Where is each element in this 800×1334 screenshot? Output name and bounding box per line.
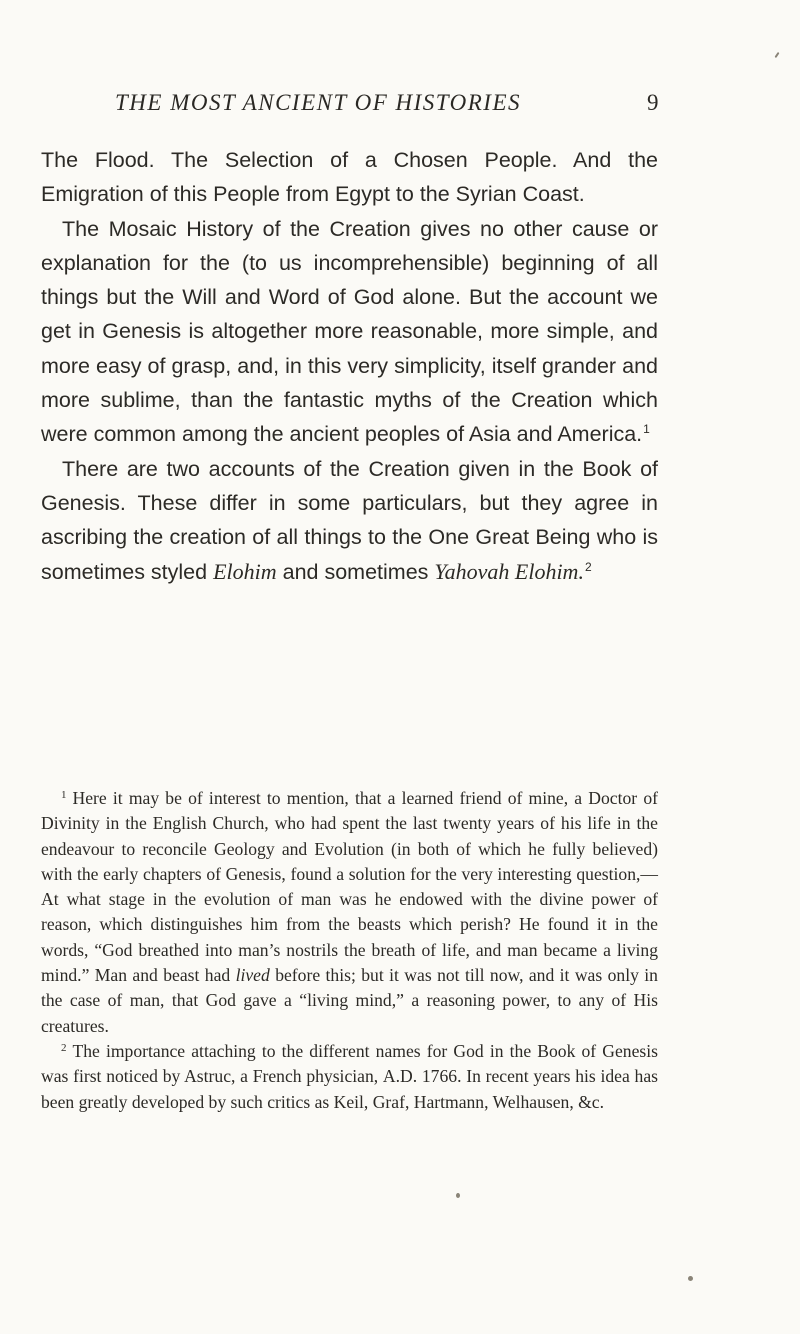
paragraph-two-accounts (41, 452, 658, 589)
paragraph-mosaic-history (41, 212, 658, 452)
paragraph-mosaic-history-text: The Mosaic History of the Creation gives no other cause or explanation for the (to us incomprehensible) beginning of all things but the Will and Word of God alone. But the account we get in Genesis is altogether more reasonable, more simple, and more easy of grasp, and, in this very simplicity, itself grander and more sublime, than the fantastic myths of the Creation which were common among the ancient peoples of Asia and America. (41, 216, 658, 447)
paragraph-flood-text: The Flood. The Selection of a Chosen People. And the Emigration of this People from Egypt to the Syrian Coast. (41, 148, 658, 207)
footnote-1-emphasis: lived (235, 965, 270, 986)
paragraph-two-accounts-conj: and sometimes (282, 559, 429, 584)
running-head-title: THE MOST ANCIENT OF HISTORIES (115, 90, 522, 115)
print-fleck (456, 1193, 460, 1198)
footnote-1-mark: 1 (61, 789, 67, 801)
footnote-2-era: A.D. (382, 1066, 418, 1087)
footnote-1 (41, 786, 658, 1039)
footnote-ref-1: 1 (643, 422, 650, 437)
footnote-2-text-a: The importance attaching to the different names for God in the Book of Genesis was first noticed by Astruc, a French physician, (41, 1040, 658, 1087)
footnote-2-mark: 2 (61, 1041, 67, 1054)
name-elohim: Elohim (213, 558, 277, 584)
print-fleck (774, 52, 779, 58)
footnote-2 (41, 1039, 658, 1115)
paragraph-two-accounts-text: There are two accounts of the Creation given in the Book of Genesis. These differ in some particulars, but they agree in ascribing the creation of all things to the One Great Being who is sometimes styled (41, 456, 658, 584)
footnote-1-text-b: before this; but it was not till now, and it was only in the case of man, that God gave a “living mind,” a reasoning power, to any of His creatures. (41, 965, 658, 1036)
main-text (41, 143, 658, 589)
running-head (115, 90, 660, 122)
footnote-ref-2: 2 (584, 559, 592, 574)
name-yahovah-elohim: Yahovah Elohim. (434, 558, 584, 584)
footnotes (41, 786, 658, 1115)
footnote-2-text-b: 1766. In recent years his idea has been greatly developed by such critics as Keil, Graf, Hartmann, Welhausen, &c. (41, 1066, 658, 1112)
footnote-1-text-a: Here it may be of interest to mention, that a learned friend of mine, a Doctor of Divinity in the English Church, who had spent the last twenty years of his life in the endeavour to reconcile Geology and Evolution (in both of which he fully believed) with the early chapters of Genesis, found a solution for the very interesting question,—At what stage in the evolution of man was he endowed with the divine power of reason, which distinguishes him from the beasts which perish? He found it in the words, “God breathed into man’s nostrils the breath of life, and man became a living mind.” Man and beast had (41, 788, 658, 986)
page-number: 9 (647, 90, 660, 115)
print-fleck (688, 1276, 693, 1281)
paragraph-flood (41, 143, 658, 212)
